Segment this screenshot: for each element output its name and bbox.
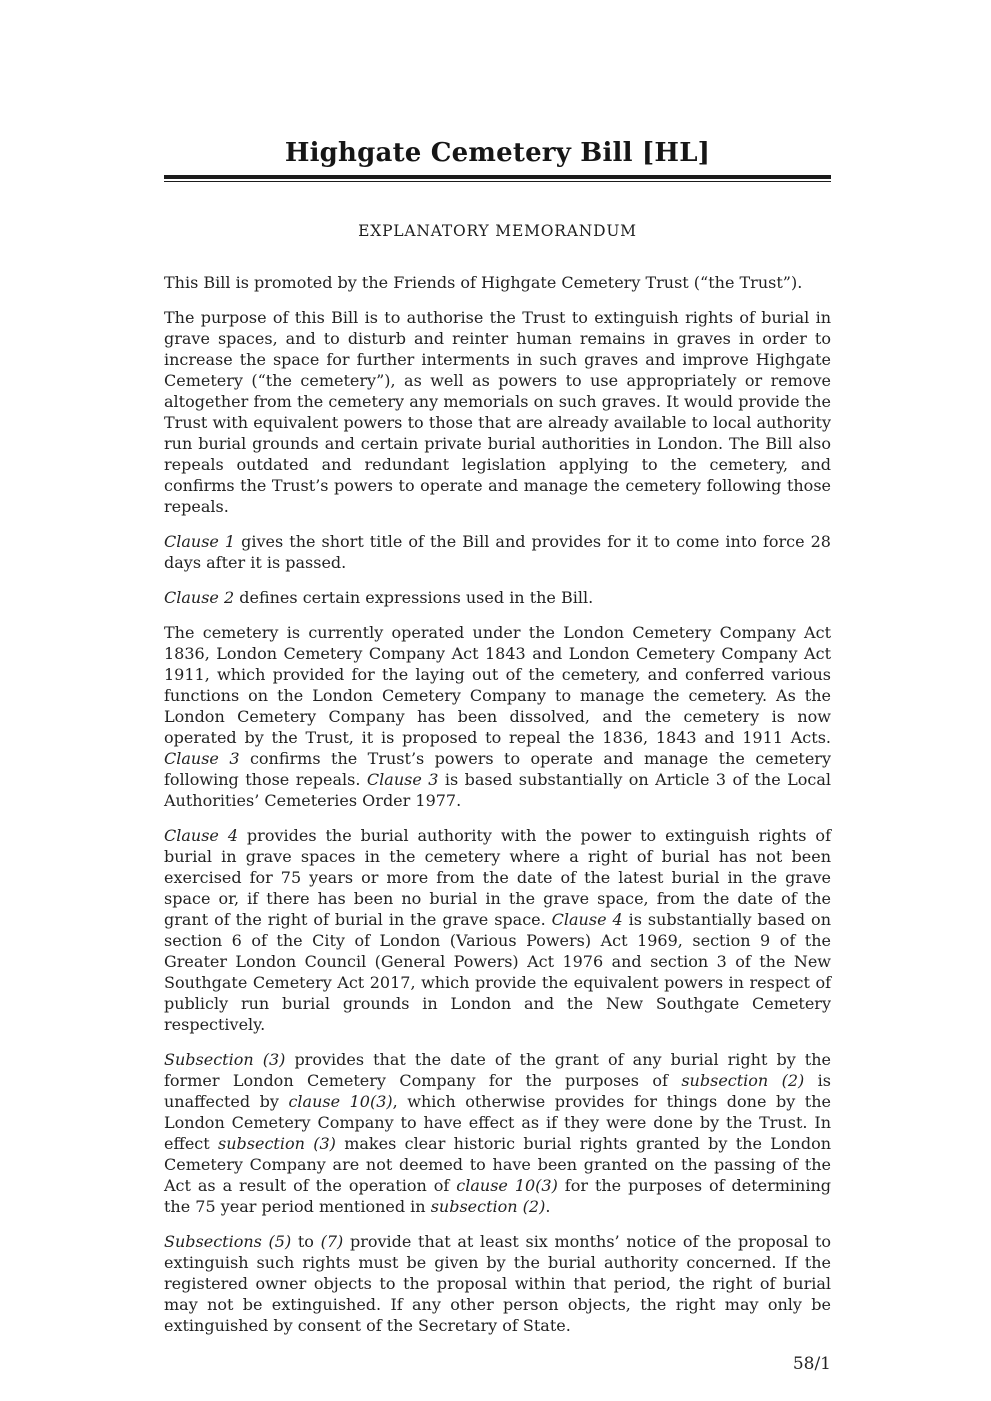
paragraph-subsections-5-7: Subsections (5) to (7) provide that at least six months’ notice of the proposal to extinguish such rights must be given by the burial authority concerned. If the registered owner objects to the proposal within that period, the right of burial may not be extinguished. If any other person objects, the right may only be extinguished by consent of the Secretary of State.: [164, 1232, 832, 1335]
paragraph-purpose: The purpose of this Bill is to authorise the Trust to extinguish rights of burial in grave spaces, and to disturb and reinter human remains in graves in order to increase the space for further interments in such graves and improve Highgate Cemetery (“the cemetery”), as well as powers to use appropriately or remove altogether from the cemetery any memorials on such graves. It would provide the Trust with equivalent powers to those that are already available to local authority run burial grounds and certain private burial authorities in London. The Bill also repeals outdated and redundant legislation applying to the cemetery, and confirms the Trust’s powers to operate and manage the cemetery following those repeals.: [164, 308, 831, 516]
paragraph-clause-1: Clause 1 gives the short title of the Bill and provides for it to come into force 28 days after it is passed.: [164, 532, 831, 572]
paragraph-clause-2: Clause 2 defines certain expressions used in the Bill.: [164, 588, 594, 607]
title-rule-divider: [164, 175, 831, 182]
page-number: 58/1: [792, 1354, 831, 1374]
paragraph-promoter: This Bill is promoted by the Friends of Highgate Cemetery Trust (“the Trust”).: [164, 273, 803, 292]
document-title: Highgate Cemetery Bill [HL]: [284, 138, 711, 168]
paragraph-clause-3: The cemetery is currently operated under the London Cemetery Company Act 1836, London Cemetery Company Act 1843 and London Cemetery Company Act 1911, which provided for the laying out of the cemetery, and conferred various functions on the London Cemetery Company to manage the cemetery. As the London Cemetery Company has been dissolved, and the cemetery is now operated by the Trust, it is proposed to repeal the 1836, 1843 and 1911 Acts. Clause 3 confirms the Trust’s powers to operate and manage the cemetery following those repeals. Clause 3 is based substantially on Article 3 of the Local Authorities’ Cemeteries Order 1977.: [164, 623, 832, 810]
section-heading: EXPLANATORY MEMORANDUM: [358, 222, 637, 240]
paragraph-subsection-3: Subsection (3) provides that the date of the grant of any burial right by the former London Cemetery Company for the purposes of subsection (2) is unaffected by clause 10(3), which otherwise provides for things done by the London Cemetery Company to have effect as if they were done by the Trust. In effect subsection (3) makes clear historic burial rights granted by the London Cemetery Company are not deemed to have been granted on the passing of the Act as a result of the operation of clause 10(3) for the purposes of determining the 75 year period mentioned in subsection (2).: [164, 1050, 832, 1216]
paragraph-clause-4: Clause 4 provides the burial authority with the power to extinguish rights of burial in grave spaces in the cemetery where a right of burial has not been exercised for 75 years or more from the date of the latest burial in the grave space or, if there has been no burial in the grave space, from the date of the grant of the right of burial in the grave space. Clause 4 is substantially based on section 6 of the City of London (Various Powers) Act 1969, section 9 of the Greater London Council (General Powers) Act 1976 and section 3 of the New Southgate Cemetery Act 2017, which provide the equivalent powers in respect of publicly run burial grounds in London and the New Southgate Cemetery respectively.: [164, 826, 831, 1034]
document-content: [164, 138, 831, 1374]
